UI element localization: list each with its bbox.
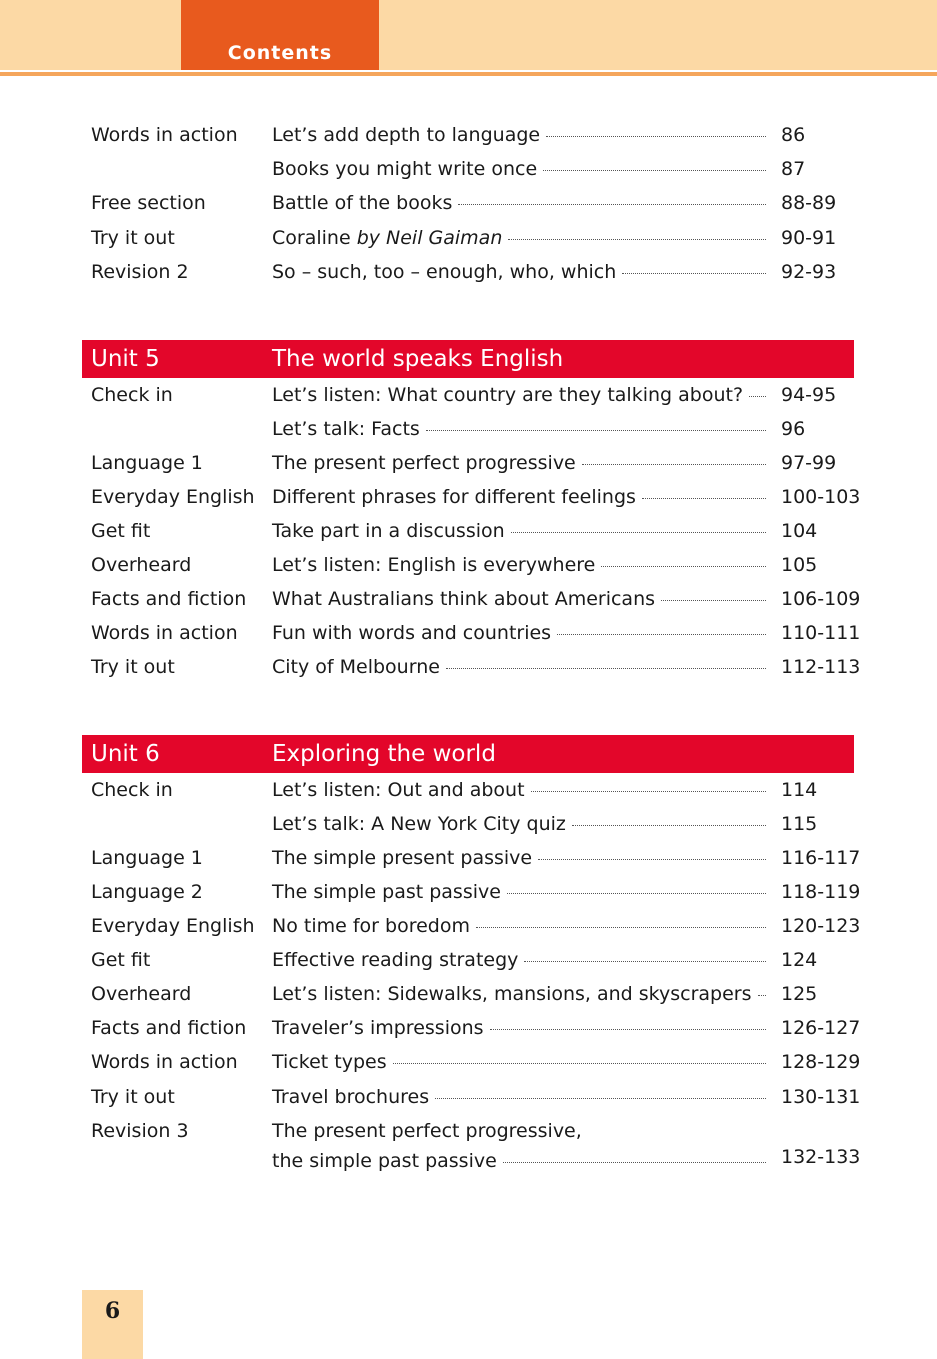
toc-section: Words in action	[91, 622, 238, 644]
toc-section: Language 1	[91, 847, 203, 869]
toc-row[interactable]	[0, 809, 937, 839]
toc-row[interactable]	[0, 257, 937, 287]
toc-page: 88-89	[781, 192, 837, 214]
toc-section: Everyday English	[91, 915, 255, 937]
toc-topic-line1: The present perfect progressive,	[272, 1120, 582, 1142]
toc-topic: So – such, too – enough, who, which	[272, 261, 617, 283]
toc-row[interactable]	[0, 979, 937, 1009]
dot-leader	[435, 1097, 766, 1099]
toc-page: 120-123	[781, 915, 861, 937]
toc-section: Get fit	[91, 949, 151, 971]
dot-leader	[622, 272, 766, 274]
toc-row[interactable]	[0, 584, 937, 614]
toc-page: 130-131	[781, 1086, 861, 1108]
toc-section: Words in action	[91, 1051, 238, 1073]
toc-topic: Let’s listen: Out and about	[272, 779, 525, 801]
toc-page: 105	[781, 554, 818, 576]
toc-section: Revision 3	[91, 1120, 189, 1142]
header-title: Contents	[227, 42, 333, 64]
toc-row[interactable]	[0, 223, 937, 253]
dot-leader	[446, 667, 766, 669]
toc-row[interactable]	[0, 1013, 937, 1043]
dot-leader	[758, 994, 766, 996]
dot-leader	[582, 463, 766, 465]
dot-leader	[476, 926, 766, 928]
toc-row[interactable]	[0, 414, 937, 444]
toc-page: 116-117	[781, 847, 861, 869]
toc-section: Try it out	[91, 656, 175, 678]
toc-topic: Let’s listen: English is everywhere	[272, 554, 596, 576]
toc-row[interactable]	[0, 911, 937, 941]
dot-leader	[531, 790, 766, 792]
toc-topic: The present perfect progressive	[272, 452, 576, 474]
dot-leader	[511, 531, 766, 533]
toc-section: Facts and fiction	[91, 588, 247, 610]
toc-page: 110-111	[781, 622, 861, 644]
toc-page: 115	[781, 813, 818, 835]
toc-topic: City of Melbourne	[272, 656, 440, 678]
unit-6-header	[82, 735, 854, 773]
dot-leader	[749, 395, 766, 397]
dot-leader	[393, 1062, 766, 1064]
toc-section: Language 2	[91, 881, 203, 903]
toc-section: Free section	[91, 192, 206, 214]
toc-page: 90-91	[781, 227, 837, 249]
dot-leader	[503, 1161, 766, 1163]
toc-page: 100-103	[781, 486, 861, 508]
toc-topic: Books you might write once	[272, 158, 538, 180]
toc-section: Words in action	[91, 124, 238, 146]
toc-row[interactable]	[0, 877, 937, 907]
toc-page: 87	[781, 158, 806, 180]
toc-row[interactable]	[0, 550, 937, 580]
toc-page: 104	[781, 520, 818, 542]
toc-page: 94-95	[781, 384, 837, 406]
toc-page: 126-127	[781, 1017, 861, 1039]
toc-topic: Traveler’s impressions	[272, 1017, 484, 1039]
toc-row[interactable]	[0, 380, 937, 410]
toc-page: 96	[781, 418, 806, 440]
toc-topic: Different phrases for different feelings	[272, 486, 636, 508]
toc-page: 112-113	[781, 656, 861, 678]
toc-page: 97-99	[781, 452, 837, 474]
toc-topic	[272, 223, 502, 253]
toc-page: 92-93	[781, 261, 837, 283]
dot-leader	[546, 135, 766, 137]
toc-topic: Let’s add depth to language	[272, 124, 541, 146]
toc-section: Try it out	[91, 227, 175, 249]
toc-topic-title: Coraline	[272, 227, 357, 249]
toc-row[interactable]	[0, 1116, 937, 1176]
unit-title: The world speaks English	[272, 346, 564, 372]
toc-row[interactable]	[0, 448, 937, 478]
toc-topic: Let’s listen: Sidewalks, mansions, and skyscrapers	[272, 983, 752, 1005]
toc-section: Facts and fiction	[91, 1017, 247, 1039]
toc-topic: Take part in a discussion	[272, 520, 505, 542]
toc-row[interactable]	[0, 154, 937, 184]
toc-row[interactable]	[0, 618, 937, 648]
toc-topic: No time for boredom	[272, 915, 470, 937]
dot-leader	[426, 429, 766, 431]
header-divider	[0, 72, 937, 76]
toc-section: Revision 2	[91, 261, 189, 283]
toc-page: 106-109	[781, 588, 861, 610]
toc-page: 114	[781, 779, 818, 801]
toc-row[interactable]	[0, 482, 937, 512]
toc-row[interactable]	[0, 945, 937, 975]
dot-leader	[524, 960, 766, 962]
toc-topic-author: by Neil Gaiman	[356, 227, 503, 249]
toc-section: Overheard	[91, 554, 192, 576]
contents-tab	[181, 0, 379, 70]
toc-topic: Battle of the books	[272, 192, 453, 214]
toc-row[interactable]	[0, 775, 937, 805]
unit-5-header	[82, 340, 854, 378]
toc-topic: Ticket types	[272, 1051, 387, 1073]
toc-section: Check in	[91, 779, 173, 801]
dot-leader	[508, 238, 766, 240]
toc-topic-line2: the simple past passive	[272, 1150, 497, 1172]
toc-row[interactable]	[0, 843, 937, 873]
toc-topic: Let’s listen: What country are they talking about?	[272, 384, 744, 406]
toc-page: 132-133	[781, 1146, 861, 1168]
dot-leader	[490, 1028, 766, 1030]
toc-topic: The simple present passive	[272, 847, 533, 869]
toc-topic: What Australians think about Americans	[272, 588, 656, 610]
toc-page: 118-119	[781, 881, 861, 903]
toc-row[interactable]	[0, 516, 937, 546]
toc-row[interactable]	[0, 188, 937, 218]
unit-label: Unit 6	[91, 741, 160, 767]
page-number: 6	[104, 1298, 121, 1324]
toc-page: 125	[781, 983, 818, 1005]
toc-page: 86	[781, 124, 806, 146]
toc-page: 128-129	[781, 1051, 861, 1073]
dot-leader	[601, 565, 766, 567]
toc-topic: Let’s talk: A New York City quiz	[272, 813, 566, 835]
unit-label: Unit 5	[91, 346, 160, 372]
toc-section: Check in	[91, 384, 173, 406]
toc-topic: Effective reading strategy	[272, 949, 519, 971]
toc-topic: Travel brochures	[272, 1086, 430, 1108]
toc-row[interactable]	[0, 120, 937, 150]
unit-title: Exploring the world	[272, 741, 496, 767]
dot-leader	[507, 892, 766, 894]
toc-page: 124	[781, 949, 818, 971]
header-band	[0, 0, 937, 70]
toc-row[interactable]	[0, 1082, 937, 1112]
toc-section: Language 1	[91, 452, 203, 474]
toc-topic: The simple past passive	[272, 881, 501, 903]
dot-leader	[458, 203, 766, 205]
page-number-box	[82, 1290, 143, 1359]
toc-row[interactable]	[0, 1047, 937, 1077]
dot-leader	[557, 633, 766, 635]
dot-leader	[661, 599, 766, 601]
toc-topic: Fun with words and countries	[272, 622, 552, 644]
dot-leader	[538, 858, 766, 860]
toc-section: Everyday English	[91, 486, 255, 508]
toc-section: Overheard	[91, 983, 192, 1005]
dot-leader	[572, 824, 766, 826]
dot-leader	[642, 497, 766, 499]
toc-section: Get fit	[91, 520, 151, 542]
toc-section: Try it out	[91, 1086, 175, 1108]
dot-leader	[543, 169, 766, 171]
toc-topic: Let’s talk: Facts	[272, 418, 420, 440]
toc-row[interactable]	[0, 652, 937, 682]
